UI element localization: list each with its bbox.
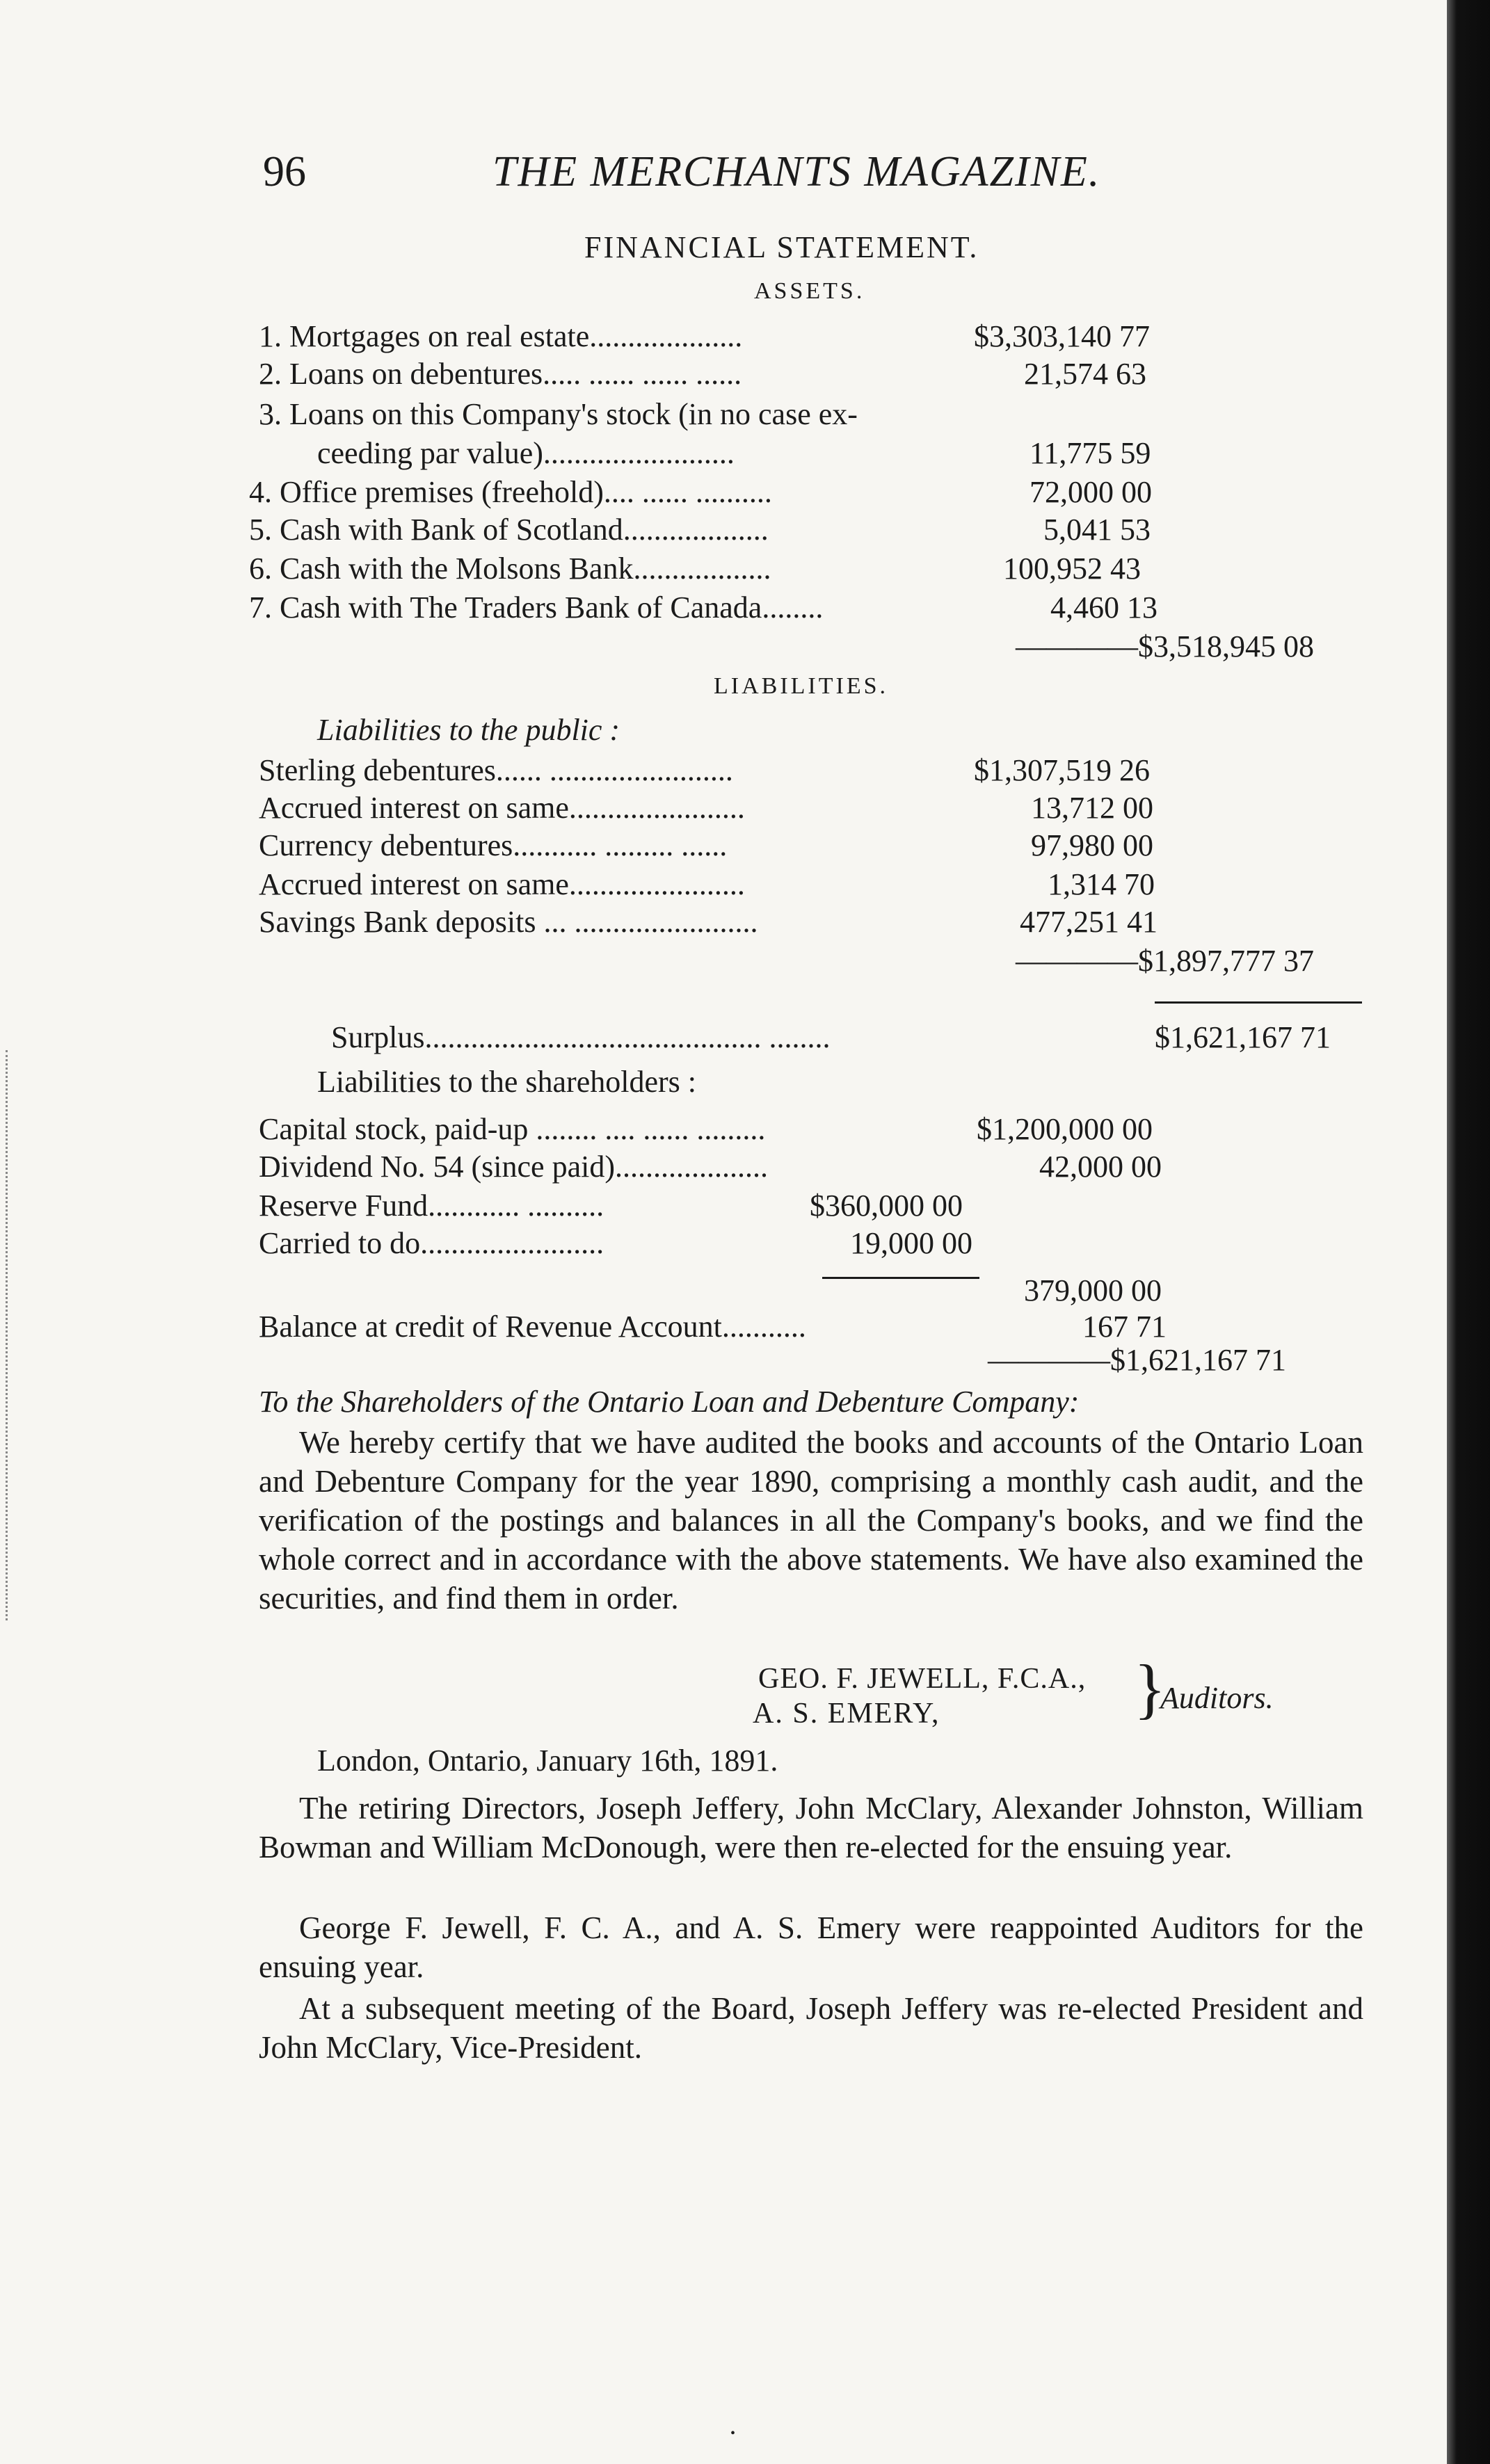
asset-row-amount: 4,460 13 <box>1050 590 1157 625</box>
surplus-label: Surplus............................................ ........ <box>331 1020 831 1054</box>
total-rule <box>1155 1001 1362 1004</box>
subtotal-rule <box>822 1277 979 1279</box>
asset-row-amount: 5,041 53 <box>1043 513 1151 547</box>
asset-row-label: 4. Office premises (freehold).... ...... .......... <box>249 475 772 509</box>
asset-row-label: 2. Loans on debentures..... ...... ...... ...... <box>259 357 742 391</box>
reserve-fund-label: Reserve Fund............ .......... <box>259 1189 604 1223</box>
page-number: 96 <box>263 148 306 195</box>
auditors-label: Auditors. <box>1160 1681 1274 1715</box>
assets-heading: ASSETS. <box>754 278 865 304</box>
auditors-certificate: We hereby certify that we have audited the books and accounts of the Ontario Loan and Debenture Company for the year 1890, comprising a monthly cash audit, and the verification of the postings and balances in all the Company's books, and we find the whole correct and in accordance with the above statements. We have also examined the securities, and find them in order. <box>259 1425 1363 1616</box>
paragraph-officers: At a subsequent meeting of the Board, Joseph Jeffery was re-elected President and John McClary, Vice-President. <box>259 1991 1363 2065</box>
share-row-label: Dividend No. 54 (since paid).................... <box>259 1150 768 1184</box>
liability-row-amount: 477,251 41 <box>1020 905 1157 939</box>
auditor-signature-1: GEO. F. JEWELL, F.C.A., <box>758 1663 1087 1695</box>
balance-label: Balance at credit of Revenue Account........... <box>259 1310 806 1344</box>
reserve-fund-amount: $360,000 00 <box>810 1189 963 1223</box>
public-liabilities-heading: Liabilities to the public : <box>317 713 620 747</box>
asset-row-label: 6. Cash with the Molsons Bank.................. <box>249 551 771 586</box>
carried-amount: 19,000 00 <box>850 1226 972 1260</box>
asset-row-amount: 72,000 00 <box>1030 475 1152 509</box>
balance-amount: 167 71 <box>1082 1310 1167 1344</box>
paragraph-auditors: George F. Jewell, F. C. A., and A. S. Emery were reappointed Auditors for the ensuing year. <box>259 1910 1363 1984</box>
auditor-signature-2: A. S. EMERY, <box>753 1698 940 1730</box>
liability-row-label: Accrued interest on same....................... <box>259 867 745 901</box>
asset-row-amount: $3,303,140 77 <box>974 319 1150 353</box>
paragraph-directors: The retiring Directors, Joseph Jeffery, John McClary, Alexander Johnston, William Bowman and William McDonough, were then re-elected for the ensuing year. <box>259 1791 1363 1865</box>
dateline: London, Ontario, January 16th, 1891. <box>317 1744 778 1778</box>
liability-row-amount: 13,712 00 <box>1031 791 1153 825</box>
asset-row-label: 3. Loans on this Company's stock (in no case ex- <box>259 397 858 431</box>
asset-row-label: 5. Cash with Bank of Scotland................... <box>249 513 769 547</box>
share-row-amount: 42,000 00 <box>1039 1150 1162 1184</box>
asset-row-label: 1. Mortgages on real estate.................... <box>259 319 743 353</box>
statement-heading: FINANCIAL STATEMENT. <box>584 230 979 264</box>
carried-label: Carried to do........................ <box>259 1226 604 1260</box>
reserve-subtotal: 379,000 00 <box>1024 1273 1162 1307</box>
assets-total: ————$3,518,945 08 <box>1016 629 1314 663</box>
auditors-address: To the Shareholders of the Ontario Loan and Debenture Company: <box>259 1385 1080 1419</box>
liability-row-label: Sterling debentures...... ........................ <box>259 753 733 787</box>
liability-row-label: Savings Bank deposits ... ........................ <box>259 905 758 939</box>
liability-row-label: Accrued interest on same....................... <box>259 791 745 825</box>
page-edge-marks <box>6 1050 10 1620</box>
surplus-amount: $1,621,167 71 <box>1155 1020 1331 1054</box>
liability-row-amount: 97,980 00 <box>1031 828 1153 862</box>
liability-row-label: Currency debentures........... ......... ...... <box>259 828 728 862</box>
liabilities-heading: LIABILITIES. <box>714 673 889 699</box>
liability-row-amount: 1,314 70 <box>1048 867 1155 901</box>
asset-row-label: 7. Cash with The Traders Bank of Canada........ <box>249 590 824 625</box>
asset-row-label: ceeding par value)......................... <box>317 436 735 470</box>
brace-glyph: } <box>1134 1651 1167 1725</box>
book-spine-shadow <box>1447 0 1490 2464</box>
liability-row-amount: $1,307,519 26 <box>974 753 1150 787</box>
asset-row-amount: 21,574 63 <box>1024 357 1146 391</box>
asset-row-amount: 11,775 59 <box>1030 436 1151 470</box>
shareholder-liabilities-heading: Liabilities to the shareholders : <box>317 1065 696 1099</box>
liabilities-grand-total: ————$1,621,167 71 <box>988 1343 1286 1377</box>
share-row-label: Capital stock, paid-up ........ .... ...... ......... <box>259 1112 766 1146</box>
asset-row-amount: 100,952 43 <box>1003 551 1141 586</box>
bottom-mark: • <box>730 2426 736 2441</box>
running-title: THE MERCHANTS MAGAZINE. <box>492 148 1101 195</box>
public-liabilities-total: ————$1,897,777 37 <box>1016 944 1314 978</box>
share-row-amount: $1,200,000 00 <box>977 1112 1153 1146</box>
